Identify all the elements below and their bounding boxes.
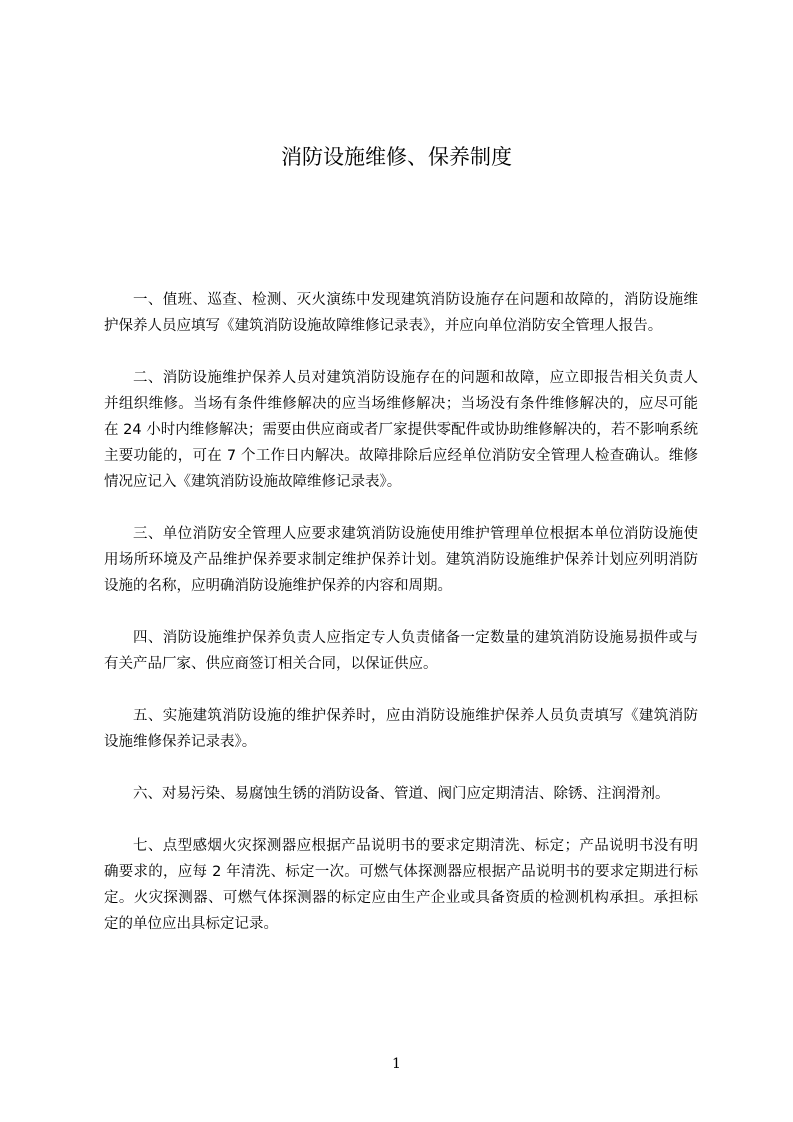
paragraph-4: 四、消防设施维护保养负责人应指定专人负责储备一定数量的建筑消防设施易损件或与有关产品厂家、供应商签订相关合同，以保证供应。 [104,630,698,672]
paragraph-7: 七、点型感烟火灾探测器应根据产品说明书的要求定期清洗、标定；产品说明书没有明确要求的，应每 2 年清洗、标定一次。可燃气体探测器应根据产品说明书的要求定期进行标定。火灾探测器、可燃气体探测器的标定应由生产企业或具备资质的检测机构承担。承担标定的单位应出具标定记录。 [104,838,698,932]
page-number: 1 [392,1056,401,1072]
document-body [104,287,698,963]
paragraph-5: 五、实施建筑消防设施的维护保养时，应由消防设施维护保养人员负责填写《建筑消防设施维修保养记录表》。 [104,708,698,750]
page-title: 消防设施维修、保养制度 [281,145,512,169]
paragraph-3: 三、单位消防安全管理人应要求建筑消防设施使用维护管理单位根据本单位消防设施使用场所环境及产品维护保养要求制定维护保养计划。建筑消防设施维护保养计划应列明消防设施的名称，应明确消防设施维护保养的内容和周期。 [104,526,698,594]
paragraph-6: 六、对易污染、易腐蚀生锈的消防设备、管道、阀门应定期清洁、除锈、注润滑剂。 [133,786,670,802]
paragraph-1: 一、值班、巡查、检测、灭火演练中发现建筑消防设施存在问题和故障的，消防设施维护保养人员应填写《建筑消防设施故障维修记录表》，并应向单位消防安全管理人报告。 [104,292,698,334]
paragraph-2: 二、消防设施维护保养人员对建筑消防设施存在的问题和故障，应立即报告相关负责人并组织维修。当场有条件维修解决的应当场维修解决；当场没有条件维修解决的，应尽可能在 24 小时内维修解决；需要由供应商或者厂家提供零配件或协助维修解决的，若不影响系统主要功能的，可在 7 个工作日内解决。故障排除后应经单位消防安全管理人检查确认。维修情况应记入《建筑消防设施故障维修记录表》。 [104,370,698,490]
